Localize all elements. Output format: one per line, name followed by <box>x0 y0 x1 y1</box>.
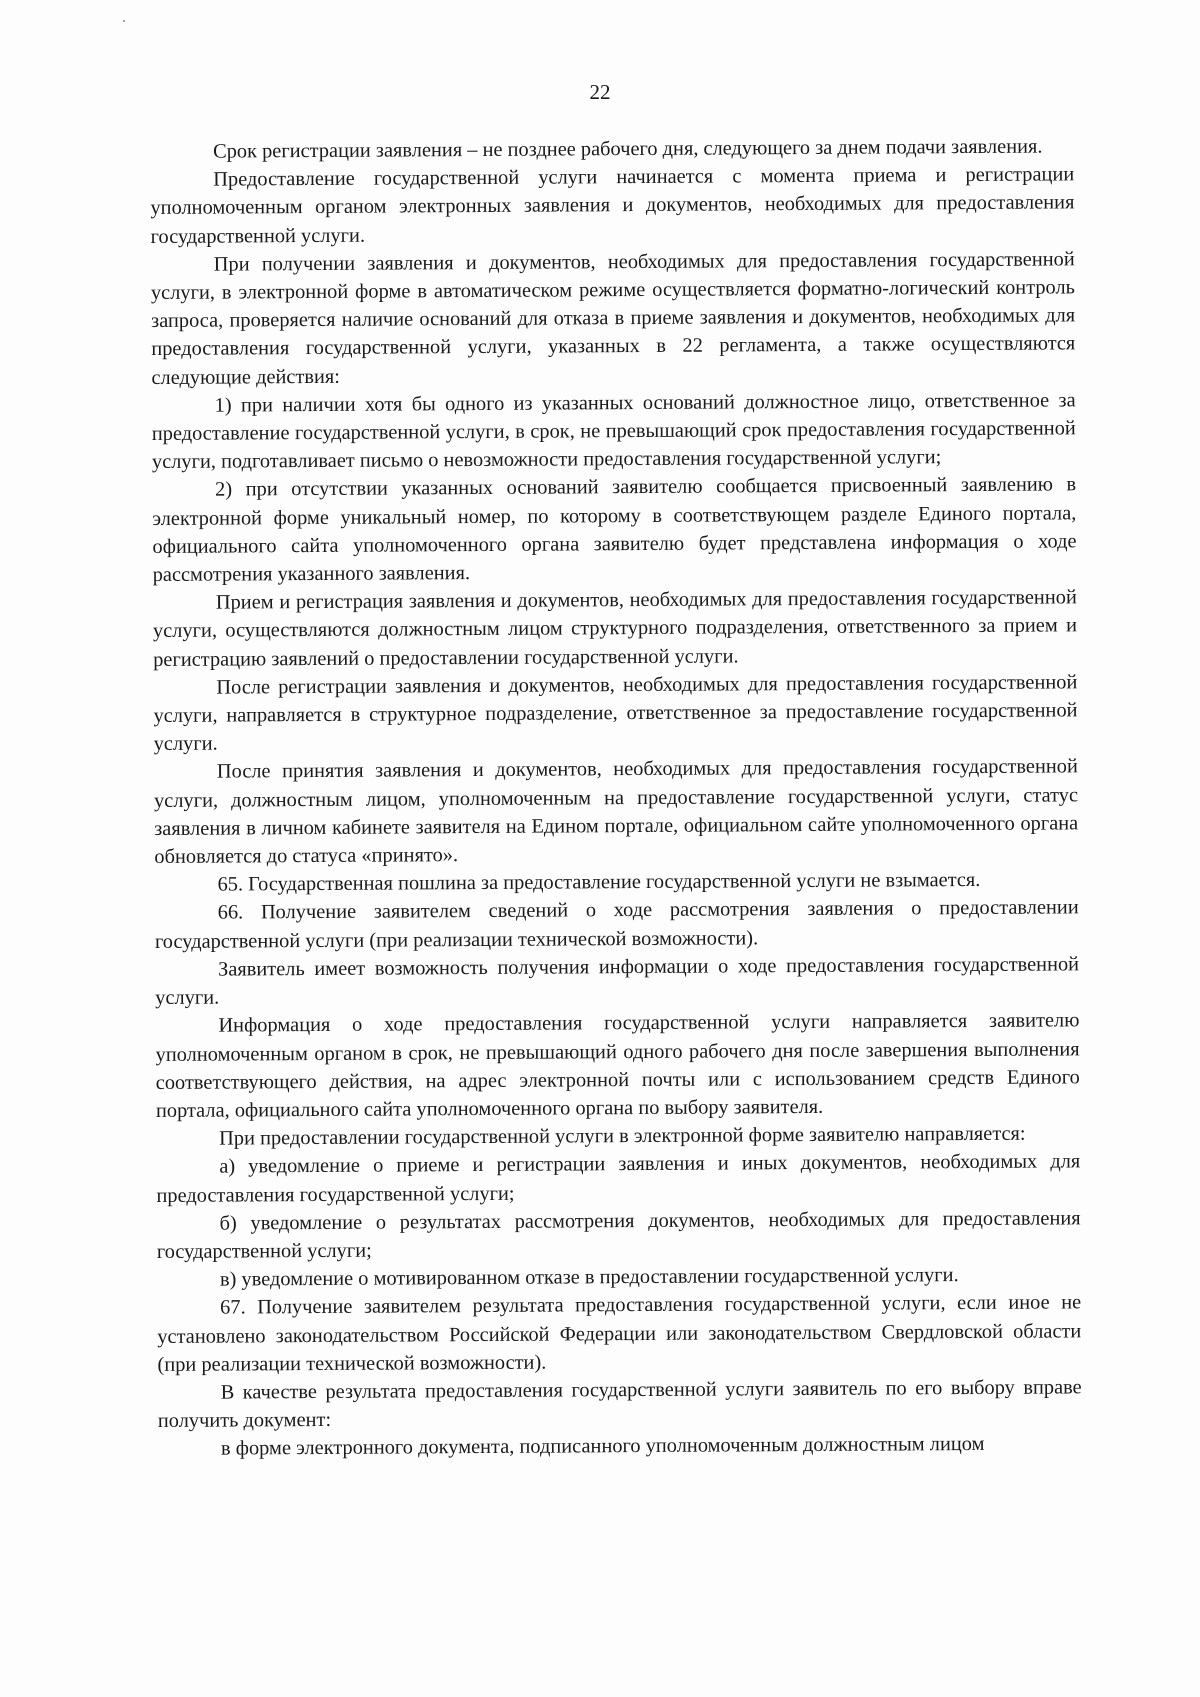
body-text <box>150 132 1082 1463</box>
scan-speck <box>123 20 125 22</box>
paragraph-applicant-info: Заявитель имеет возможность получения информации о ходе предоставления государственной услуги. <box>155 953 1080 1010</box>
paragraph-notifications-intro: При предоставлении государственной услуги в электронной форме заявителю направляется: <box>219 1122 1026 1150</box>
page-number: 22 <box>589 80 611 104</box>
paragraph-65-fee: 65. Государственная пошлина за предоставление государственной услуги не взымается. <box>217 869 981 896</box>
paragraph-66-status-info: 66. Получение заявителем сведений о ходе рассмотрения заявления о предоставлении государственной услуги (при реализации технической возможности). <box>154 896 1079 953</box>
paragraph-electronic-document: в форме электронного документа, подписанного уполномоченным должностным лицом <box>220 1433 985 1460</box>
paragraph-reception: Прием и регистрация заявления и документов, необходимых для предоставления государственной услуги, осуществляются должностным лицом структурного подразделения, ответственного за прием и регистрацию заявлений о предоставлении государственной услуги. <box>152 586 1078 671</box>
list-item-1: 1) при наличии хотя бы одного из указанных оснований должностное лицо, ответственное за предоставление государственной услуги, в срок, не превышающий срок предоставления государственной услуги, подготавливает письмо о невозможности предоставления государственной услуги; <box>151 389 1076 474</box>
paragraph-after-acceptance: После принятия заявления и документов, необходимых для предоставления государственной услуги, должностным лицом, уполномоченным на предоставление государственной услуги, статус заявления в личном кабинете заявителя на Едином портале, официальном сайте уполномоченного органа обновляется до статуса «принято». <box>153 755 1079 869</box>
paragraph-format-control: При получении заявления и документов, необходимых для предоставления государственной услуги, в электронной форме в автоматическом режиме осуществляется форматно-логический контроль запроса, проверяется наличие оснований для отказа в приеме заявления и документов, необходимых для предоставления государственной услуги, указанных в 22 регламента, а также осуществляются следующие действия: <box>150 248 1076 389</box>
paragraph-after-registration: После регистрации заявления и документов, необходимых для предоставления государственной услуги, направляется в структурное подразделение, ответственное за предоставление государственной услуги. <box>153 671 1078 756</box>
list-item-b: б) уведомление о результатах рассмотрения документов, необходимых для предоставления государственной услуги; <box>156 1207 1081 1263</box>
paragraph-registration-deadline: Срок регистрации заявления – не позднее рабочего дня, следующего за днем подачи заявления. <box>213 135 1043 163</box>
paragraph-info-delivery: Информация о ходе предоставления государственной услуги направляется заявителю уполномоченным органом в срок, не превышающий одного рабочего дня после завершения выполнения соответствующего действия, на адрес электронной почты или с использованием средств Единого портала, официального сайта уполномоченного органа по выбору заявителя. <box>155 1009 1080 1122</box>
paragraph-result-choice: В качестве результата предоставления государственной услуги заявитель по его выбору вправе получить документ: <box>157 1376 1082 1433</box>
paragraph-service-start: Предоставление государственной услуги начинается с момента приема и регистрации уполномоченным органом электронных заявления и документов, необходимых для предоставления государственной услуги. <box>150 163 1075 248</box>
paragraph-67-result: 67. Получение заявителем результата предоставления государственной услуги, если иное не установлено законодательством Российской Федерации или законодательством Свердловской области (при реализации технической возможности). <box>157 1291 1082 1376</box>
list-item-a: а) уведомление о приеме и регистрации заявления и иных документов, необходимых для предоставления государственной услуги; <box>156 1150 1081 1207</box>
list-item-v: в) уведомление о мотивированном отказе в предоставлении государственной услуги. <box>219 1264 959 1291</box>
list-item-2: 2) при отсутствии указанных оснований заявителю сообщается присвоенный заявлению в электронной форме уникальный номер, по которому в соответствующем разделе Единого портала, официального сайта уполномоченного органа заявителю будет представлена информация о ходе рассмотрения указанного заявления. <box>152 473 1077 587</box>
